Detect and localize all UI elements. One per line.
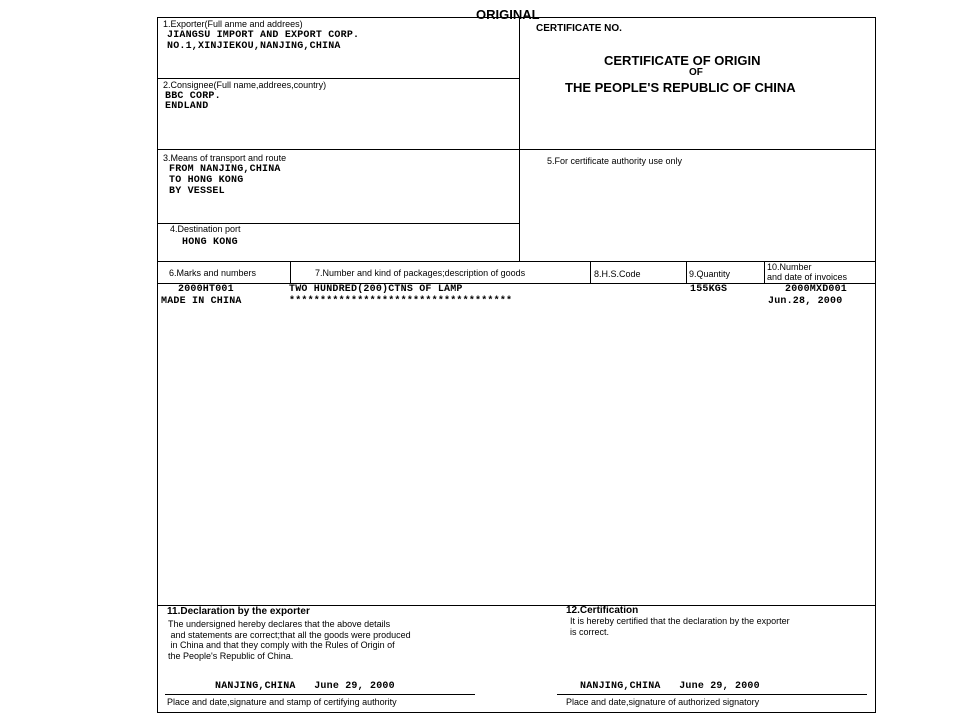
goods-invoice-date: Jun.28, 2000 xyxy=(768,296,843,307)
column-header-bottom xyxy=(157,283,876,284)
column-header-invoice-line1: 10.Number xyxy=(767,262,812,272)
upper-column-divider xyxy=(519,17,520,261)
transport-label: 3.Means of transport and route xyxy=(163,153,287,163)
declaration-text xyxy=(168,619,411,661)
column-divider-quantity xyxy=(764,261,765,283)
exporter-name: JIANGSU IMPORT AND EXPORT CORP. xyxy=(167,30,360,41)
frame-top-line xyxy=(157,17,876,18)
declaration-text-line: the People's Republic of China. xyxy=(168,650,294,661)
goods-invoice-number: 2000MXD001 xyxy=(785,284,848,295)
document-copy-label: ORIGINAL xyxy=(476,7,540,22)
goods-marks-number: 2000HT001 xyxy=(178,284,234,295)
column-header-hscode: 8.H.S.Code xyxy=(594,269,641,279)
certificate-title-line1: CERTIFICATE OF ORIGIN xyxy=(604,53,761,68)
consignee-name: BBC CORP. xyxy=(165,91,221,102)
declaration-title: 11.Declaration by the exporter xyxy=(167,606,310,617)
frame-bottom-line xyxy=(157,712,876,713)
certification-text xyxy=(570,616,790,637)
goods-quantity: 155KGS xyxy=(690,284,728,295)
exporter-box-bottom xyxy=(157,78,520,79)
certificate-no-label: CERTIFICATE NO. xyxy=(536,23,622,34)
column-divider-hscode xyxy=(686,261,687,283)
certification-text-line: is correct. xyxy=(570,626,610,637)
declaration-text-line: The undersigned hereby declares that the above details xyxy=(168,619,391,629)
column-header-invoice-line2: and date of invoices xyxy=(767,272,848,282)
column-header-packages: 7.Number and kind of packages;description of goods xyxy=(315,268,526,278)
column-header-quantity: 9.Quantity xyxy=(689,269,731,279)
declaration-footer: Place and date,signature and stamp of certifying authority xyxy=(167,697,397,707)
consignee-box-bottom xyxy=(157,149,876,150)
certificate-title-line2: OF xyxy=(689,67,703,78)
column-divider-description xyxy=(590,261,591,283)
goods-description-terminator: ************************************ xyxy=(289,296,513,307)
goods-description: TWO HUNDRED(200)CTNS OF LAMP xyxy=(289,284,463,295)
authority-use-label: 5.For certificate authority use only xyxy=(547,156,683,166)
exporter-address: NO.1,XINJIEKOU,NANJING,CHINA xyxy=(167,41,341,52)
declaration-place-date: NANJING,CHINA June 29, 2000 xyxy=(215,681,395,692)
frame-right-line xyxy=(875,17,876,713)
consignee-country: ENDLAND xyxy=(165,101,209,112)
column-divider-marks xyxy=(290,261,291,283)
declaration-text-line: in China and that they comply with the Rules of Origin of xyxy=(168,640,395,650)
consignee-label: 2.Consignee(Full name,addrees,country) xyxy=(163,80,327,90)
certificate-title-line3: THE PEOPLE'S REPUBLIC OF CHINA xyxy=(565,80,796,95)
declaration-signature-line xyxy=(165,694,475,695)
transport-route-from: FROM NANJING,CHINA xyxy=(169,164,281,175)
certification-title: 12.Certification xyxy=(566,605,639,616)
exporter-label: 1.Exporter(Full anme and addrees) xyxy=(163,19,303,29)
goods-marks-origin: MADE IN CHINA xyxy=(161,296,242,307)
frame-left-line xyxy=(157,17,158,713)
column-header-marks: 6.Marks and numbers xyxy=(169,268,257,278)
certification-place-date: NANJING,CHINA June 29, 2000 xyxy=(580,681,760,692)
certification-footer: Place and date,signature of authorized signatory xyxy=(566,697,760,707)
certification-text-line: It is hereby certified that the declaration by the exporter xyxy=(570,616,790,626)
declaration-text-line: and statements are correct;that all the goods were produced xyxy=(168,629,411,640)
transport-means: BY VESSEL xyxy=(169,186,225,197)
destination-port: HONG KONG xyxy=(182,237,238,248)
transport-route-to: TO HONG KONG xyxy=(169,175,244,186)
certification-signature-line xyxy=(557,694,867,695)
destination-label: 4.Destination port xyxy=(170,224,241,234)
